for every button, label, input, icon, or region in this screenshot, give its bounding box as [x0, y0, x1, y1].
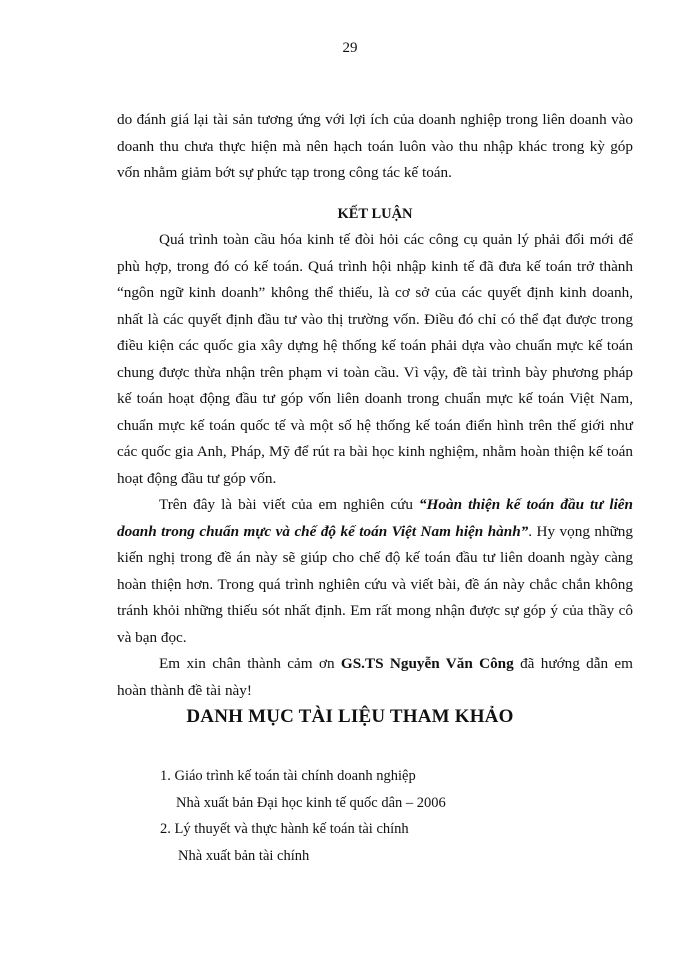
reference-publisher: Nhà xuất bản tài chính: [178, 847, 310, 864]
thesis-title: “Hoàn thiện kế toán đầu tư liên doanh trong chuẩn mực và chế độ kế toán Việt Nam hiện hành”: [117, 496, 633, 540]
page-number: 29: [342, 40, 358, 56]
body-text: [117, 107, 633, 704]
reference-title: 1. Giáo trình kế toán tài chính doanh nghiệp: [160, 768, 416, 784]
thanks-paragraph: [117, 651, 633, 704]
paragraph-text: đã hướng dẫn em hoàn thành đề tài này!: [117, 655, 633, 699]
reference-publisher: Nhà xuất bản Đại học kinh tế quốc dân – 2006: [176, 794, 446, 811]
reference-item: [160, 816, 446, 869]
references-list: [160, 763, 446, 869]
conclusion-heading: KẾT LUẬN: [337, 205, 413, 222]
reference-title: 2. Lý thuyết và thực hành kế toán tài chính: [160, 821, 409, 837]
conclusion-paragraph-2: [117, 492, 633, 651]
paragraph-text: . Hy vọng những kiến nghị trong đề án này sẽ giúp cho chế độ kế toán đầu tư liên doanh ngày càng hoàn thiện hơn. Trong quá trình nghiên cứu và viết bài, đề án này chắc chắn không tránh khỏi những thiếu sót nhất định. Em rất mong nhận được sự góp ý của thầy cô và bạn đọc.: [117, 522, 633, 646]
advisor-name: GS.TS Nguyễn Văn Công: [340, 655, 514, 672]
intro-paragraph: do đánh giá lại tài sản tương ứng với lợi ích của doanh nghiệp trong liên doanh vào doanh thu chưa thực hiện mà nên hạch toán luôn vào thu nhập khác trong kỳ góp vốn nhằm giảm bớt sự phức tạp trong công tác kế toán.: [117, 111, 633, 181]
paragraph-text: Em xin chân thành cảm ơn: [159, 655, 341, 672]
paragraph-text: Trên đây là bài viết của em nghiên cứu: [159, 496, 420, 513]
reference-item: [160, 763, 446, 816]
references-heading: DANH MỤC TÀI LIỆU THAM KHẢO: [186, 706, 514, 727]
conclusion-paragraph-1: Quá trình toàn cầu hóa kinh tế đòi hỏi các công cụ quản lý phải đổi mới để phù hợp, trong đó có kế toán. Quá trình hội nhập kinh tế đã đưa kế toán trở thành “ngôn ngữ kinh doanh” không thể thiếu, là cơ sở của các quyết định kinh doanh, nhất là các quyết định đầu tư vào thị trường vốn. Điều đó chỉ có thể đạt được trong điều kiện các quốc gia xây dựng hệ thống kế toán phải dựa vào chuẩn mực kế toán chung được thừa nhận trên phạm vi toàn cầu. Vì vậy, đề tài trình bày phương pháp kế toán hoạt động đầu tư góp vốn liên doanh trong chuẩn mực kế toán Việt Nam, chuẩn mực kế toán quốc tế và một số hệ thống kế toán điển hình trên thế giới như các quốc gia Anh, Pháp, Mỹ để rút ra bài học kinh nghiệm, nhằm hoàn thiện kế toán hoạt động đầu tư góp vốn.: [117, 231, 633, 487]
